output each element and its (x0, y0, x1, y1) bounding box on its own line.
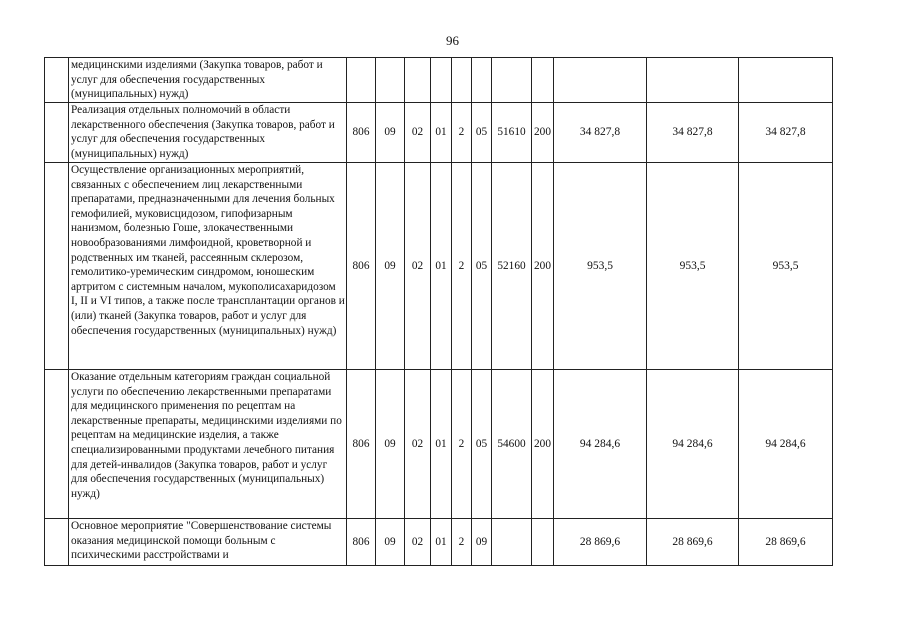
year1-amount-cell: 94 284,6 (554, 370, 647, 519)
subsection-code-cell: 02 (405, 163, 431, 370)
section-code-cell: 09 (376, 370, 405, 519)
table-row (45, 370, 833, 519)
description-cell: Осуществление организационных мероприятий, связанных с обеспечением лиц лекарственными препаратами, предназначенными для лечения больных гемофилией, муковисцидозом, гипофизарным нанизмом, болезнью Гоше, злокачественными новообразованиями лимфоидной, кроветворной и родственных им тканей, рассеянным склерозом, гемолитико-уремическим синдромом, юношеским артритом с системным началом, мукополисахаридозом I, II и VI типов, а также после трансплантации органов и (или) тканей (Закупка товаров, работ и услуг для обеспечения государственных (муниципальных) нужд) (69, 163, 347, 370)
subsection-code-cell: 02 (405, 103, 431, 163)
activity-code-cell: 05 (472, 103, 492, 163)
ministry-code-cell: 806 (347, 103, 376, 163)
year1-amount-cell: 28 869,6 (554, 519, 647, 566)
subsection-code-cell: 02 (405, 370, 431, 519)
description-cell: Реализация отдельных полномочий в области лекарственного обеспечения (Закупка товаров, работ и услуг для обеспечения государственных (муниципальных) нужд) (69, 103, 347, 163)
year3-amount-cell (739, 58, 833, 103)
direction-code-cell: 51610 (492, 103, 532, 163)
expense-type-cell (532, 58, 554, 103)
program-code-cell: 01 (431, 103, 452, 163)
activity-code-cell: 05 (472, 163, 492, 370)
section-code-cell: 09 (376, 163, 405, 370)
direction-code-cell (492, 519, 532, 566)
index-cell (45, 103, 69, 163)
description-cell: медицинскими изделиями (Закупка товаров, работ и услуг для обеспечения государственных (муниципальных) нужд) (69, 58, 347, 103)
direction-code-cell (492, 58, 532, 103)
year1-amount-cell: 953,5 (554, 163, 647, 370)
year2-amount-cell: 28 869,6 (647, 519, 739, 566)
page-number: 96 (446, 33, 459, 48)
expense-type-cell: 200 (532, 103, 554, 163)
activity-code-cell (472, 58, 492, 103)
expense-type-cell: 200 (532, 163, 554, 370)
index-cell (45, 58, 69, 103)
direction-code-cell: 54600 (492, 370, 532, 519)
year1-amount-cell (554, 58, 647, 103)
subprogram-code-cell (452, 58, 472, 103)
year2-amount-cell (647, 58, 739, 103)
subprogram-code-cell: 2 (452, 103, 472, 163)
year2-amount-cell: 94 284,6 (647, 370, 739, 519)
section-code-cell: 09 (376, 519, 405, 566)
subsection-code-cell: 02 (405, 519, 431, 566)
ministry-code-cell: 806 (347, 370, 376, 519)
description-cell: Основное мероприятие "Совершенствование системы оказания медицинской помощи больным с психическими расстройствами и (69, 519, 347, 566)
subsection-code-cell (405, 58, 431, 103)
ministry-code-cell (347, 58, 376, 103)
ministry-code-cell: 806 (347, 163, 376, 370)
expense-type-cell (532, 519, 554, 566)
year3-amount-cell: 28 869,6 (739, 519, 833, 566)
index-cell (45, 519, 69, 566)
subprogram-code-cell: 2 (452, 370, 472, 519)
table-row (45, 103, 833, 163)
subprogram-code-cell: 2 (452, 519, 472, 566)
ministry-code-cell: 806 (347, 519, 376, 566)
table-row (45, 519, 833, 566)
subprogram-code-cell: 2 (452, 163, 472, 370)
activity-code-cell: 05 (472, 370, 492, 519)
year3-amount-cell: 953,5 (739, 163, 833, 370)
expense-type-cell: 200 (532, 370, 554, 519)
program-code-cell: 01 (431, 163, 452, 370)
year3-amount-cell: 34 827,8 (739, 103, 833, 163)
year2-amount-cell: 34 827,8 (647, 103, 739, 163)
budget-table (44, 57, 833, 566)
index-cell (45, 370, 69, 519)
index-cell (45, 163, 69, 370)
section-code-cell (376, 58, 405, 103)
table-row (45, 58, 833, 103)
description-cell: Оказание отдельным категориям граждан социальной услуги по обеспечению лекарственными препаратами для медицинского применения по рецептам на лекарственные препараты, медицинскими изделиями по рецептам на медицинские изделия, а также специализированными продуктами лечебного питания для детей-инвалидов (Закупка товаров, работ и услуг для обеспечения государственных (муниципальных) нужд) (69, 370, 347, 519)
program-code-cell (431, 58, 452, 103)
year3-amount-cell: 94 284,6 (739, 370, 833, 519)
program-code-cell: 01 (431, 519, 452, 566)
activity-code-cell: 09 (472, 519, 492, 566)
year1-amount-cell: 34 827,8 (554, 103, 647, 163)
direction-code-cell: 52160 (492, 163, 532, 370)
year2-amount-cell: 953,5 (647, 163, 739, 370)
table-row (45, 163, 833, 370)
program-code-cell: 01 (431, 370, 452, 519)
section-code-cell: 09 (376, 103, 405, 163)
